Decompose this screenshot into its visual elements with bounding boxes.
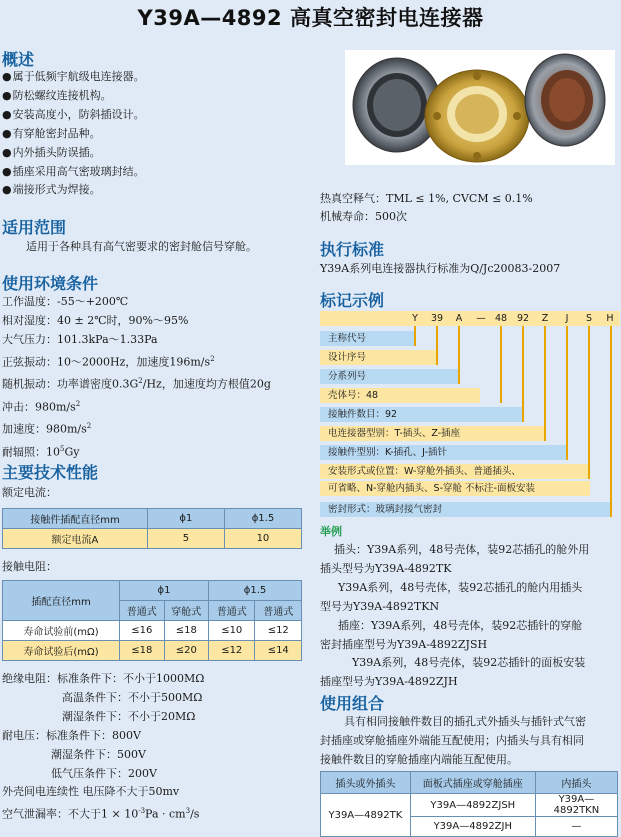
scope-heading: 适用范围: [2, 218, 67, 237]
marking-label: 电连接器型别：T-插头、Z-插座: [320, 426, 544, 441]
code-part: A: [455, 313, 463, 324]
table-cell: Y39A—4892TK: [321, 794, 411, 837]
standard-heading: 执行标准: [320, 240, 385, 259]
table-cell: 寿命试验后(mΩ): [3, 641, 120, 661]
marking-label: 分系列号: [320, 369, 458, 384]
marking-label: 可省略、N-穿舱内插头、S-穿舱 不标注-面板安装: [320, 481, 590, 496]
contact-resistance-label: 接触电阻：: [2, 560, 57, 573]
table-header: 面板式插座或穿舱插座: [410, 772, 535, 794]
table-cell: 10: [224, 529, 301, 549]
env-radiation: 耐辐照：$10^5Gy$: [2, 444, 80, 459]
code-part: —: [476, 313, 486, 324]
table-cell: 5: [147, 529, 224, 549]
code-part: Z: [541, 313, 549, 324]
rated-current-label: 额定电流：: [2, 486, 57, 499]
connector-line: [436, 326, 438, 365]
table-cell: ≤14: [255, 641, 302, 661]
marking-label: 接触件数目：92: [320, 407, 522, 422]
code-part: Y: [412, 313, 418, 324]
code-part: 39: [430, 313, 444, 324]
scope-text: 适用于各种具有高气密要求的密封舱信号穿舱。: [26, 240, 257, 253]
rated-current-table: [2, 508, 302, 549]
list-item: ● 内外插头防误插。: [2, 144, 145, 163]
marking-label: 壳体号：48: [320, 388, 480, 403]
table-cell: Y39A—4892TKN: [535, 794, 617, 817]
env-acceleration: 加速度：$980m/s^2$: [2, 422, 92, 437]
env-sine: 正弦振动：10～2000Hz，加速度$196m/s^2$: [2, 354, 215, 369]
combination-heading: 使用组合: [320, 694, 385, 713]
list-item: ● 防松螺纹连接机构。: [2, 87, 145, 106]
table-header: ϕ1.5: [224, 509, 301, 529]
table-cell: ≤12: [209, 641, 255, 661]
table-cell: 额定电流A: [3, 529, 148, 549]
marking-diagram: [320, 311, 620, 519]
marking-label: 设计序号: [320, 350, 436, 365]
code-part: H: [606, 313, 614, 324]
table-header: ϕ1: [147, 509, 224, 529]
marking-label: 安装形式或位置：W-穿舱外插头、普通插头、: [320, 464, 590, 479]
examples: 插头：Y39A系列，48号壳体，装92芯插孔的舱外用 插头型号为Y39A-4892TK Y39A系列，48号壳体，装92芯插孔的舱内用插头 型号为Y39A-4892TKN 插座：Y39A系列，48号壳体，装92芯插针的穿舱 密封插座型号为Y39A-4892ZJSH Y39A系列，48号壳体，装92芯插针的面板安装 插座型号为Y39A-4892ZJH: [320, 543, 590, 689]
overview-list: [2, 68, 145, 200]
list-item: ● 安装高度小，防斜插设计。: [2, 106, 145, 125]
table-cell: 寿命试验前(mΩ): [3, 621, 120, 641]
table-cell: ≤10: [209, 621, 255, 641]
table-header: 内插头: [535, 772, 617, 794]
marking-heading: 标记示例: [320, 291, 385, 310]
list-item: ● 端接形式为焊接。: [2, 181, 145, 200]
env-humidity: 相对湿度：40 ± 2℃时，90%～95%: [2, 313, 189, 327]
table-cell: ≤20: [164, 641, 209, 661]
connector-image: [345, 50, 615, 165]
page-title: Y39A—4892 高真空密封电连接器: [137, 6, 484, 30]
outgassing-text: 热真空释气：TML ≤ 1%, CVCM ≤ 0.1%: [320, 192, 533, 205]
code-part: J: [565, 313, 569, 324]
table-header: 普通式: [209, 601, 255, 621]
connector-line: [610, 326, 612, 517]
example-heading: 举例: [320, 525, 342, 538]
table-cell: ≤16: [120, 621, 165, 641]
table-header: 插配直径mm: [3, 581, 120, 621]
table-header: ϕ1.5: [209, 581, 302, 601]
env-pressure: 大气压力：101.3kPa～1.33Pa: [2, 332, 158, 346]
table-cell: Y39A—4892ZJSH: [410, 794, 535, 817]
marking-label: 密封形式：玻璃封接气密封: [320, 502, 610, 517]
combination-text: 具有相同接触件数目的插孔式外插头与插针式气密 封插座或穿舱插座外端能互配使用；内插头与具有相同 接触件数目的穿舱插座内端能互配使用。: [320, 715, 586, 766]
marking-label: 接触件型别：K-插孔、J-插针: [320, 445, 566, 460]
insulation-block: 绝缘电阻：标准条件下：不小于1000MΩ 高温条件下：不小于500MΩ 潮湿条件下：不小于20MΩ 耐电压：标准条件下：800V 潮湿条件下：500V 低气压条件下：200V 外壳间电连续性 电压降不大于50mv 空气泄漏率：不大于$1 \times 10^{-3}Pa \cdot cm^3/s$: [2, 672, 205, 821]
table-header: 普通式: [120, 601, 165, 621]
standard-text: Y39A系列电连接器执行标准为Q/Jc20083-2007: [320, 262, 561, 275]
table-cell: ≤18: [120, 641, 165, 661]
table-header: 接触件插配直径mm: [3, 509, 148, 529]
marking-label: 主称代号: [320, 331, 414, 346]
connector-line: [566, 326, 568, 460]
env-temp: 工作温度：-55～+200℃: [2, 295, 129, 308]
mechanical-life-text: 机械寿命：500次: [320, 210, 407, 223]
table-header: 普通式: [255, 601, 302, 621]
contact-resistance-table: [2, 580, 302, 661]
list-item: ● 插座采用高气密玻璃封结。: [2, 163, 145, 182]
table-cell: ≤12: [255, 621, 302, 641]
code-part: S: [585, 313, 593, 324]
connector-line: [500, 326, 502, 403]
connector-line: [522, 326, 524, 422]
connector-line: [414, 326, 416, 346]
table-header: 穿舱式: [164, 601, 209, 621]
table-header: ϕ1: [120, 581, 209, 601]
table-cell: —: [535, 817, 617, 837]
table-cell: Y39A—4892ZJH: [410, 817, 535, 837]
connector-line: [588, 326, 590, 479]
env-heading: 使用环境条件: [2, 274, 99, 293]
code-part: 92: [516, 313, 530, 324]
connector-line: [458, 326, 460, 384]
code-part: 48: [494, 313, 508, 324]
overview-heading: 概述: [2, 50, 35, 69]
table-header: 插头或外插头: [321, 772, 411, 794]
env-list: [2, 293, 271, 463]
env-random: 随机振动：功率谱密度$0.3G^2/Hz$，加速度均方根值20g: [2, 377, 271, 391]
list-item: ● 属于低频宇航级电连接器。: [2, 68, 145, 87]
code-row: [320, 311, 620, 326]
connector-photo: [345, 50, 615, 165]
connector-line: [544, 326, 546, 441]
table-cell: ≤18: [164, 621, 209, 641]
list-item: ● 有穿舱密封品种。: [2, 125, 145, 144]
combination-table: [320, 771, 618, 837]
env-shock: 冲击：$980m/s^2$: [2, 399, 81, 414]
tech-heading: 主要技术性能: [2, 463, 99, 482]
